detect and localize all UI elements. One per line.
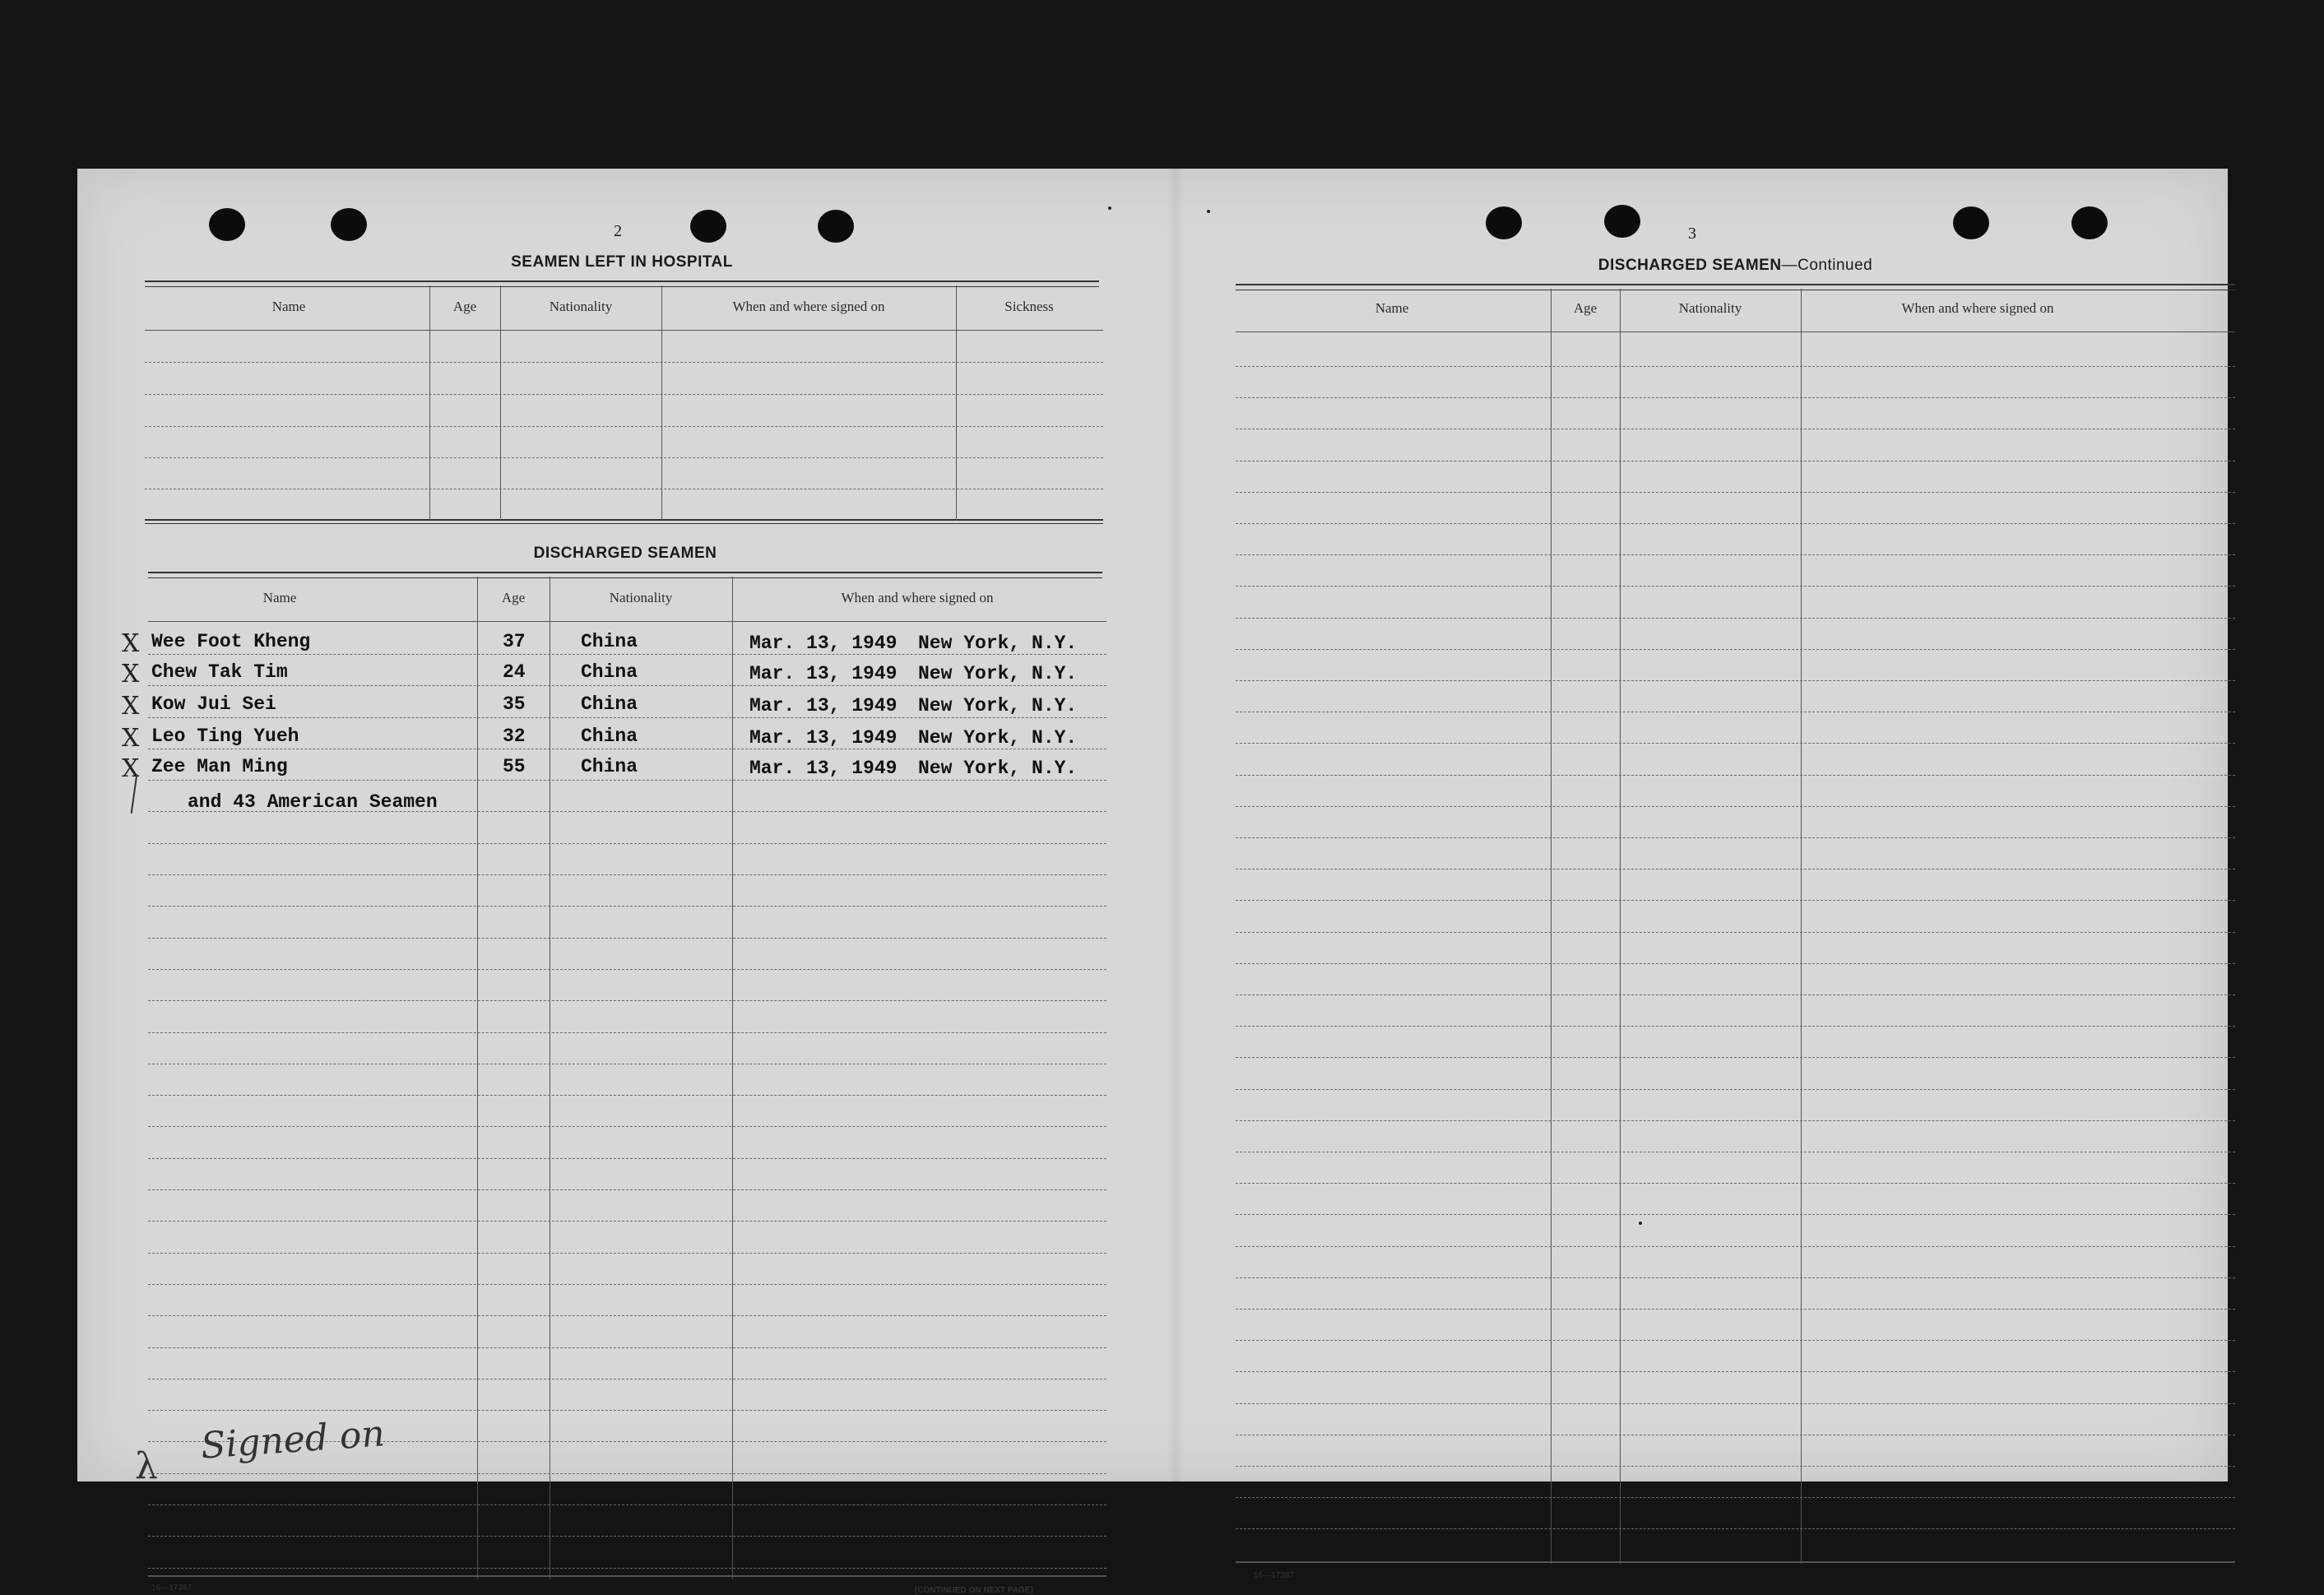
hospital-col-signed: When and where signed on	[732, 299, 885, 314]
hospital-row-line	[145, 426, 1103, 427]
ruled-line	[148, 843, 1106, 844]
right-title	[1236, 257, 2235, 275]
seaman-age: 55	[503, 756, 526, 777]
page-fold	[1167, 169, 1184, 1481]
hospital-col-nationality: Nationality	[549, 299, 613, 314]
hospital-col-sickness: Sickness	[1004, 299, 1054, 314]
right-bottom-rule	[1236, 1561, 2235, 1563]
discharged-title: DISCHARGED SEAMEN	[533, 545, 717, 562]
ruled-line	[1236, 554, 2235, 555]
seaman-age: 24	[503, 661, 526, 683]
hospital-col-divider	[661, 285, 662, 521]
signed-place: New York, N.Y.	[918, 663, 1078, 684]
seaman-nationality: China	[581, 693, 638, 715]
hospital-row-line	[145, 457, 1103, 458]
punch-hole	[690, 210, 726, 243]
seaman-age: 37	[503, 631, 526, 652]
discharged-bottom-rule	[148, 1575, 1106, 1577]
ruled-line	[1236, 1057, 2235, 1058]
signed-place: New York, N.Y.	[918, 727, 1078, 749]
right-title-text: DISCHARGED SEAMEN	[1598, 257, 1782, 274]
seaman-nationality: China	[581, 661, 638, 683]
ruled-line	[148, 1221, 1106, 1222]
discharged-top-rule	[148, 572, 1102, 578]
left-form-number: 16—17387	[151, 1583, 192, 1593]
right-title-suffix: —Continued	[1781, 257, 1873, 274]
ruled-line	[1236, 523, 2235, 524]
ruled-line	[148, 780, 1106, 781]
seaman-age: 35	[503, 693, 526, 715]
ruled-line	[1236, 586, 2235, 587]
ruled-line	[1236, 932, 2235, 933]
right-col-divider	[1551, 289, 1552, 1564]
signed-date: Mar. 13, 1949	[749, 727, 898, 749]
ruled-line	[148, 1253, 1106, 1254]
discharged-col-name: Name	[262, 590, 297, 605]
ruled-line	[1236, 649, 2235, 650]
punch-hole	[209, 208, 245, 241]
discharged-col-divider	[732, 577, 733, 1579]
seaman-name: Kow Jui Sei	[151, 693, 276, 715]
row-check-mark: X	[122, 692, 140, 721]
ruled-line	[1236, 1277, 2235, 1278]
seaman-name: Chew Tak Tim	[151, 661, 288, 683]
hospital-title: SEAMEN LEFT IN HOSPITAL	[511, 253, 733, 271]
signature: Signed on	[199, 1412, 387, 1467]
speck	[1207, 210, 1210, 213]
ruled-line	[148, 969, 1106, 970]
signed-place: New York, N.Y.	[918, 758, 1078, 779]
continued-note: [CONTINUED ON NEXT PAGE]	[915, 1586, 1033, 1595]
punch-hole	[1604, 205, 1640, 238]
right-col-signed: When and where signed on	[1901, 300, 2054, 316]
ruled-line	[1236, 837, 2235, 838]
ruled-line	[148, 1315, 1106, 1316]
seaman-nationality: China	[581, 726, 638, 747]
right-col-name: Name	[1375, 300, 1409, 316]
ruled-line	[148, 1410, 1106, 1411]
american-seamen-note: and 43 American Seamen	[188, 791, 438, 813]
hospital-bottom-rule	[145, 519, 1103, 524]
right-form-number: 16—17387	[1254, 1571, 1294, 1580]
ruled-line	[148, 1189, 1106, 1190]
ruled-line	[148, 1032, 1106, 1033]
signed-date: Mar. 13, 1949	[749, 758, 898, 779]
ruled-line	[148, 1095, 1106, 1096]
signed-date: Mar. 13, 1949	[749, 633, 898, 654]
speck	[1639, 1222, 1642, 1225]
right-col-divider	[1620, 289, 1621, 1564]
right-col-age: Age	[1573, 300, 1598, 316]
punch-hole	[1486, 206, 1522, 239]
ruled-line	[148, 1473, 1106, 1474]
ruled-line	[1236, 680, 2235, 681]
ruled-line	[148, 938, 1106, 939]
punch-hole	[1953, 206, 1989, 239]
right-top-rule	[1236, 284, 2235, 290]
ruled-line	[148, 1000, 1106, 1001]
ruled-line	[148, 1126, 1106, 1127]
row-check-mark: X	[122, 754, 140, 783]
ruled-line	[1236, 1246, 2235, 1247]
ruled-line	[148, 685, 1106, 686]
punch-hole	[818, 210, 854, 243]
right-page-number: 3	[1688, 225, 1696, 243]
signed-place: New York, N.Y.	[918, 695, 1078, 716]
ruled-line	[1236, 1466, 2235, 1467]
ruled-line	[148, 1568, 1106, 1569]
ruled-line	[1236, 492, 2235, 493]
right-col-nationality: Nationality	[1678, 300, 1742, 316]
ruled-line	[1236, 397, 2235, 398]
ruled-line	[1236, 1026, 2235, 1027]
hospital-col-divider	[429, 285, 430, 521]
ruled-line	[1236, 1371, 2235, 1372]
left-page-number: 2	[614, 222, 622, 240]
right-col-divider	[1801, 289, 1802, 1564]
ruled-line	[1236, 1309, 2235, 1310]
hospital-col-divider	[956, 285, 957, 521]
ruled-line	[1236, 618, 2235, 619]
hospital-header-rule	[145, 330, 1103, 331]
signed-place: New York, N.Y.	[918, 633, 1078, 654]
hospital-col-name: Name	[271, 299, 306, 314]
row-check-mark: X	[122, 629, 140, 658]
ruled-line	[1236, 1183, 2235, 1184]
ruled-line	[148, 1284, 1106, 1285]
seaman-nationality: China	[581, 756, 638, 777]
ruled-line	[148, 1536, 1106, 1537]
ruled-line	[1236, 900, 2235, 901]
discharged-col-nationality: Nationality	[609, 590, 673, 605]
ruled-line	[1236, 806, 2235, 807]
signature-tick-mark: λ	[135, 1445, 158, 1487]
ruled-line	[148, 654, 1106, 655]
hospital-col-divider	[500, 285, 501, 521]
seaman-age: 32	[503, 726, 526, 747]
ruled-line	[1236, 1403, 2235, 1404]
document-sheet	[77, 169, 2228, 1595]
ruled-line	[148, 717, 1106, 718]
seaman-name: Zee Man Ming	[151, 756, 288, 777]
hospital-row-line	[145, 362, 1103, 363]
seaman-nationality: China	[581, 631, 638, 652]
hospital-row-line	[145, 394, 1103, 395]
ruled-line	[1236, 1497, 2235, 1498]
signed-date: Mar. 13, 1949	[749, 695, 898, 716]
ruled-line	[1236, 1120, 2235, 1121]
discharged-col-signed: When and where signed on	[841, 590, 994, 605]
ruled-line	[1236, 1528, 2235, 1529]
ruled-line	[148, 874, 1106, 875]
discharged-col-age: Age	[501, 590, 526, 605]
seaman-name: Wee Foot Kheng	[151, 631, 311, 652]
row-check-mark: X	[122, 660, 140, 689]
ruled-line	[1236, 743, 2235, 744]
ruled-line	[148, 1158, 1106, 1159]
discharged-header-rule	[148, 621, 1106, 622]
ruled-line	[1236, 1214, 2235, 1215]
ruled-line	[1236, 366, 2235, 367]
punch-hole	[331, 208, 367, 241]
seaman-name: Leo Ting Yueh	[151, 726, 299, 747]
ruled-line	[1236, 775, 2235, 776]
ruled-line	[1236, 1340, 2235, 1341]
punch-hole	[2071, 206, 2108, 239]
row-check-mark: X	[122, 724, 140, 753]
ruled-line	[1236, 1089, 2235, 1090]
discharged-col-divider	[477, 577, 478, 1579]
ruled-line	[1236, 963, 2235, 964]
speck	[1108, 206, 1111, 210]
hospital-col-age: Age	[452, 299, 477, 314]
signed-date: Mar. 13, 1949	[749, 663, 898, 684]
ruled-line	[148, 1347, 1106, 1348]
